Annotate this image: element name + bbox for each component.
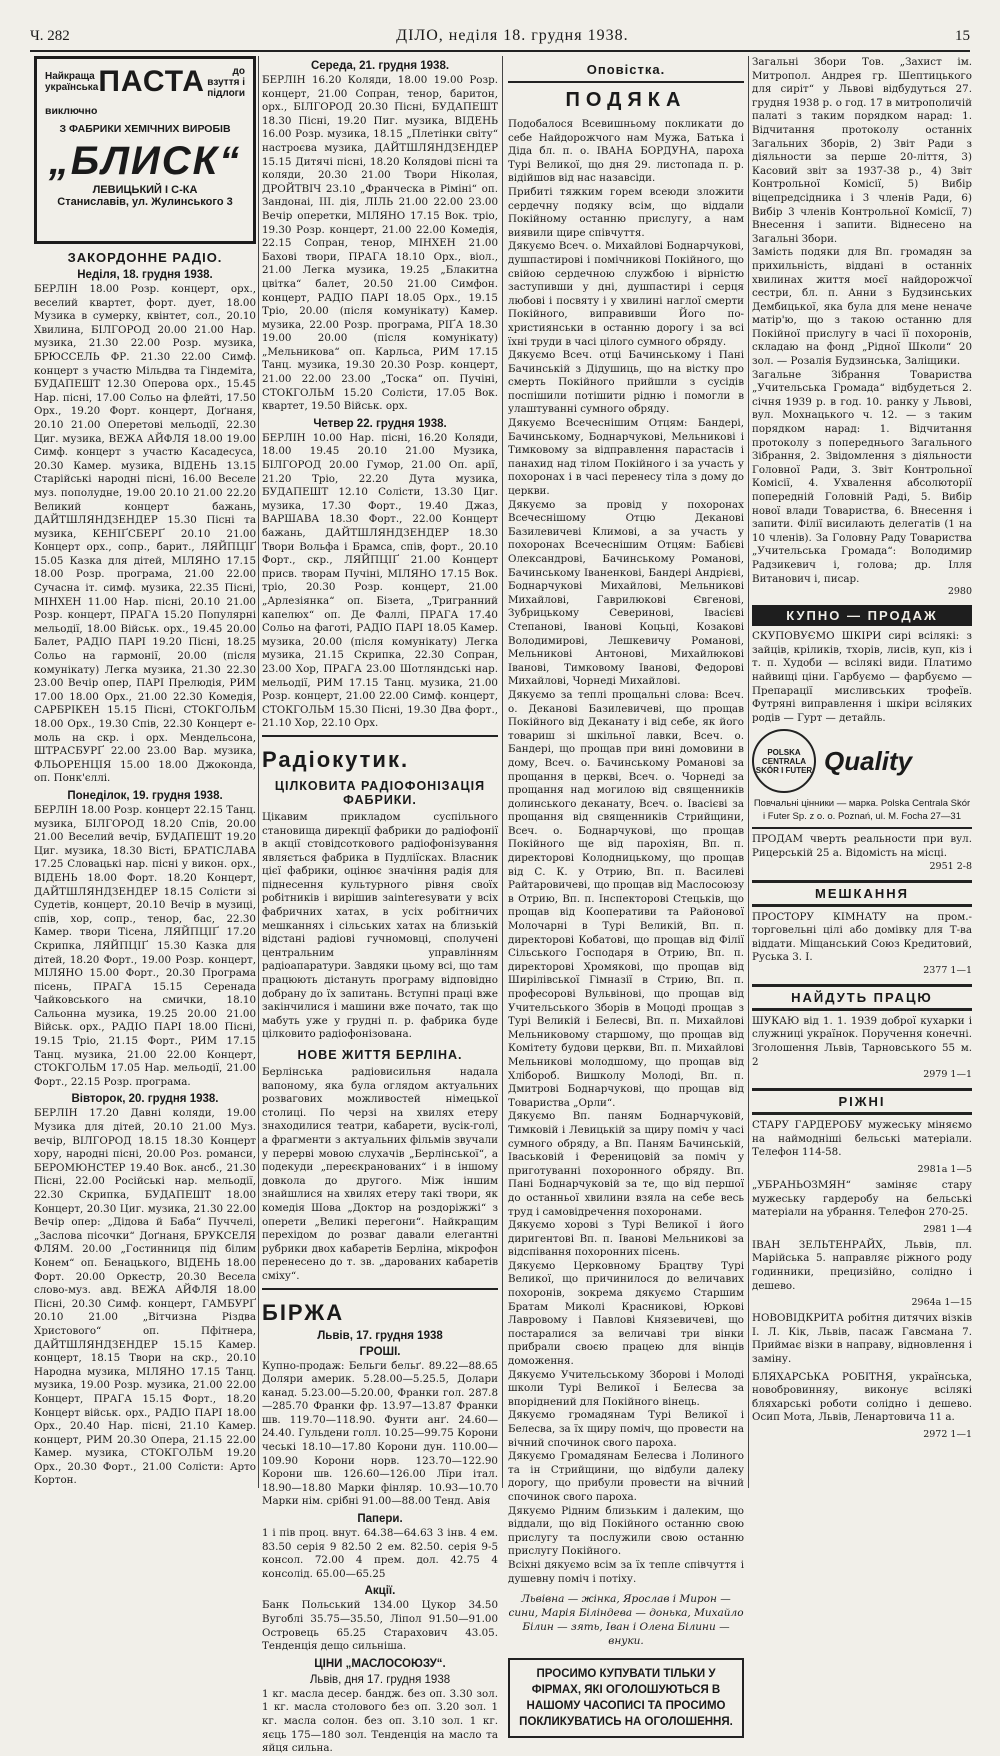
ad-address: Станиславів, ул. Жулинського 3 xyxy=(57,196,233,208)
ad-top-row xyxy=(45,65,245,99)
radiokutyk-title: Радіокутик. xyxy=(262,746,410,772)
divider xyxy=(262,735,498,737)
ad-ref: 2951 2-8 xyxy=(929,860,972,872)
ad-text: ІВАН ЗЕЛЬТЕНРАЙХ, Львів, пл. Марійська 5. направляє ріжного роду годинники, прецизійно, солідно і дешево. xyxy=(752,1238,972,1292)
podyaka-text: Прибиті тяжким горем всеюди зложити сердечну подяку всім, що віддали Покійному останню прислугу, а нам виявили щире співчуття. xyxy=(508,185,744,239)
maslosoyuz-text: 1 кг. масла десер. бандж. без оп. 3.30 зол. 1 кг. масла столового без оп. 3.20 зол. 1 кг. масла солон. без оп. 3.10 зол. 1 кг. яєць 175—180 зол. Тенденція на масло та яйця сильна. xyxy=(262,1687,498,1755)
ad-ref: 2981а 1—5 xyxy=(917,1164,972,1176)
article-text: Берлінська радіовисильня надала вапоному, яка була оглядом актуальних розвагових можливостей німецької столиці. По черзі на хвилях етеру знаходилися театри, кабарети, вусік-голі, а фрагменти з актуальних фільмів звучали у перерві мовою слухачів „Берлінської“, а подекуди „переєкранованих“ і в іншому довкола до другого. Між іншим знайшлися на хвилях етеру такі твори, як комедія Шова „Доктор на роздоріжжі“ з оперети „Великі перегони“. Найкращим перехідом до розваг давали елегантні рубрики двох кабаретів Берліна, мікрофон перенесено до т. зв. „дарованих кабаретів сміху“. xyxy=(262,1066,498,1282)
column-rule xyxy=(748,56,749,1488)
meshkannya-banner: МЕШКАННЯ xyxy=(752,880,972,907)
notice-text: Загальне Зібрання Товариства „Учительська Громада“ відбудеться 2. січня 1939 р. в год. 10. ранку у Львові, вул. Мохнацького ч. 12. — з таким порядком нарад: 1. Відчитання протоколу з попереднього Загального Зібрання, 2. Звідомлення з діяльности Головної Ради, 3. Звіт Контрольної Комісії, 4. Ухвалення абсолюторії попередній Головній Раді, 5. Вибір нової влади Товариства, 6. Внесення і запити. Філії висилають делегатів (1 на 10 членів). За Головну Раду Товариства „Учительська Громада“: Володимир Радзикевич і, голова; др. Ілля Витанович і, писар. xyxy=(752,368,972,585)
ad-ref: 2377 1—1 xyxy=(923,964,972,976)
podyaka-text: Дякуємо Церковному Брацтву Турі Великої, що причинилося до величавих похоронів, зокрема дякуємо Старшим Братам Миколі Красникові, Юркові Лавровому і Павлові Князевичеві, що постаралися за величаві три вінки прибрали своєю працею для вінців доможення. xyxy=(508,1259,744,1368)
podyaka-title: ПОДЯКА xyxy=(565,89,687,111)
podyaka-text: Всіхні дякуємо всім за їх тепле співчуття і душевну поміч і потіху. xyxy=(508,1558,744,1585)
podyaka-text: Подобалося Всевишньому покликати до себе Найдорожчого нам Мужа, Батька і Діда бл. п. о. ІВАНА БОРДУНА, пароха Турі Великої, що дня 29. листопада п. р. відійшов від нас назавсіди. xyxy=(508,118,744,185)
birzha-groshi-text: Купно-продаж: Бельги бельґ. 89.22—88.65 Доляри америк. 5.28.00—5.25.5, Долари канад. 5.23.00—5.20.00, Франки гол. 287.8—285.70 Франки фр. 13.97—13.87 Франки шв. 119.70—118.90. Фунти анґ. 24.60—24.40. Гульдени голл. 10.25—99.75 Корони чеські 18.10—17.80 Корони дун. 110.00—109.90 Корони норв. 123.70—122.90 Корони шв. 126.60—126.00 Лїри італ. 18.90—18.80 Марки фінляр. 10.93—10.70 Марки нім. срібні 91.00—88.00 Тенд. Авія xyxy=(262,1359,498,1508)
ad-top-left: Найкраща українська xyxy=(45,71,99,93)
column-rule xyxy=(502,56,503,1488)
birzha-title: БІРЖА xyxy=(262,1299,345,1325)
ad-ref: 2964а 1—15 xyxy=(911,1297,972,1309)
column-3 xyxy=(508,56,744,1729)
ad-text: ПРОСТОРУ КІМНАТУ на пром.-торговельні цілі або домівку для Т-ва віддати. Міщанський Союз Кредитовий, Руська 3. І. xyxy=(752,910,972,964)
rizhni-banner: РІЖНІ xyxy=(752,1088,972,1115)
ad-text: ШУКАЮ від 1. 1. 1939 доброї кухарки і служниці українок. Поручення конечні. Зголошення Львів, Тарновського 55 м. 2 xyxy=(752,1014,972,1068)
quality-word: Quality xyxy=(824,745,913,776)
ad-text: БЛЯХАРСЬКА РОБІТНЯ, українська, новобровинняу, виконує всілякі бляхарські роботи солідно і дешево. Осип Мота, Львів, Ленартовича 11 а. xyxy=(752,1370,972,1424)
radio-day-text: БЕРЛІН 16.20 Коляди, 18.00 19.00 Розр. концерт, 21.00 Сопран, тенор, баритон, орх., БІЛГОРОД 20.30 Пісні, БУДАПЕШТ 18.30 Пісні, 19.20 Пиг. музика, ВІДЕНЬ 16.00 Розр. музика, 18.15 „Плетінки світу“ настроєва музика, ДАЙТШЛЯНДЗЕНДЕР 15.15 Дитячі пісні, 18.20 Колядові пісні та коляди, 20.30 21.00 Твори Ніколая, ДРОЙТВІЧ 23.10 „Франческа в Ріміні“ оп. Зандонаі, ІІІ. дія, ЛІЛЬ 21.00 22.00 23.00 Вечір оперетки, МІЛЯНО 17.15 Вок. тріо, 19.30 Розр. концерт, 21.00 22.00 Комедія, 22.15 Сопран, тенор, МІНХЕН 21.00 Бахові твори, ПРАГА 18.10 Орх., віол., 21.00 Легка музика, 19.25 „Блакитна цвітка“ балет, 20.50 21.00 Симфон. концерт, РАДІО ПАРІ 18.05 Орх., 19.15 Тріо, 20.00 (після комунікату) Камер. музика, 22.00 Розр. програма, РІҐА 18.30 19.00 20.00 (після комунікату) „Мельникова“ оп. Карльса, РИМ 17.15 Танц. музика, 19.30 20.30 Розр. концерт, 21.00 22.00 23.00 „Тоска“ оп. Пучіні, СТОКГОЛЬМ 15.20 Солісти, 17.05 Вок. квартет, 19.50 Військ. орх. xyxy=(262,74,498,413)
radio-day-text: БЕРЛІН 17.20 Давні коляди, 19.00 Музика для дітей, 20.10 21.00 Муз. вечір, ВІЛГОРОД 18.15 18.30 Концерт хору, народні пісні, 20.00 Роз. романси, БЕРОМЮНСТЕР 19.40 Вок. ансб., 21.30 Пісні, 22.00 Російські нар. мельодії, 22.30 Скрипка, БУДАПЕШТ 18.00 Концерт, 20.30 Циг. музика, 21.30 22.00 Вечір опер: „Дідова й Баба“ Пуччелі, „Заслова пісочки“ Доґнаня, БРУКСЕЛЯ ФЛЯМ. 20.00 „Гостинниця під білим Конем“ оп. Бенацького, ВІДЕНЬ 18.00 Форт. 20.00 Оркестр, 20.30 Весела слово-муз. авд. ВЕЖА АЙФЛЯ 18.00 Пісні, 20.30 Симф. концерт, ГАМБУРҐ 20.10 21.00 „Вітчизна Різдва Христового“ оп. Пфітнера, ДАЙТШЛЯНДЗЕНДЕР 15.15 Камер. концерт, 18.15 Твори на скр., 20.10 Народна музика, МІЛЯНО 17.15 Танц. музика, 19.00 Розр. музика, 21.00 22.00 Концерт, ПРАГА 15.15 Форт., 18.20 Концерт військ. орх., РАДІО ПАРІ 18.00 Орх., 20.40 Нар. пісні, 21.10 Камер. концерт, РИМ 20.30 Опера, 21.15 22.00 Камер. музика, СТОКГОЛЬМ 19.20 Орх., 20.30 Форт., 21.00 Солісти: Арто Кортон. xyxy=(34,1107,256,1487)
podyaka-text: Дякуємо Всечеснішим Отцям: Бандері, Бачинському, Боднарчукові, Мельникові і Тимковому за відправлення парастасів і панахид над тілом Покійного і за участь у похоронах і в часі перенесу тіла з дому до церкви. xyxy=(508,417,744,498)
pratsya-banner: НАЙДУТЬ ПРАЦЮ xyxy=(752,984,972,1011)
divider xyxy=(262,1288,498,1290)
ad-text: „УБРАНЬОЗМЯН“ заміняє стару мужеську гардеробу на бельські матеріали на убрання. Телефон 270-25. xyxy=(752,1179,972,1219)
ad-text: ПРОДАМ чверть реальности при вул. Рицерській 25 а. Відомість на місці. xyxy=(752,833,972,859)
podyaka-text: Дякуємо хорові з Турі Великої і його диригентові Вп. п. Іванові Мельникові за відспівання похоронних пісень. xyxy=(508,1219,744,1259)
birzha-date: Львів, 17. грудня 1938 xyxy=(317,1329,443,1342)
radio-day-head: Понеділок, 19. грудня 1938. xyxy=(67,789,223,802)
radio-day-head: Неділя, 18. грудня 1938. xyxy=(77,269,213,281)
advertising-appeal: ПРОСИМО КУПУВАТИ ТІЛЬКИ У ФІРМАХ, ЯКІ ОГОЛОШУЮТЬСЯ В НАШОМУ ЧАСОПИСІ ТА ПРОСИМО ПОКЛИКУВАТИСЬ НА ОГОЛОШЕННЯ. xyxy=(508,1658,744,1738)
issue-number: Ч. 282 xyxy=(30,27,70,44)
quality-logo xyxy=(752,729,972,793)
kupno-banner: КУПНО — ПРОДАЖ xyxy=(752,605,972,626)
ad-ref: 2972 1—1 xyxy=(923,1428,972,1440)
podyaka-text: Дякуємо Рідним близьким і далеким, що віддали, що від Покійного останню свою прислугу та послужили свою останню прислугу Покійного. xyxy=(508,1504,744,1558)
ad-top-right: до взуття і підлоги xyxy=(207,65,245,99)
birzha-aktsii: Акції. xyxy=(364,1585,396,1598)
radio-day-head: Вівторок, 20. грудня 1938. xyxy=(71,1093,219,1106)
masthead xyxy=(30,22,970,52)
radio-day-head: Четвер 22. грудня 1938. xyxy=(313,417,447,430)
article-headline: НОВЕ ЖИТТЯ БЕРЛІНА. xyxy=(297,1048,463,1062)
ad-ref: 2980 xyxy=(947,586,972,598)
radio-day-text: БЕРЛІН 18.00 Розр. концерт 22.15 Танц. музика, БІЛГОРОД 18.20 Спів, 20.00 21.00 Веселий вечір, БУДАПЕШТ 19.20 Циг. музика, 18.30 Вісті, БРАТІСЛАВА 17.25 Словацькі нар. пісні у викон. орх., ВІДЕНЬ 18.00 Форт. 18.20 Концерт, ДАЙТШЛЯНДЗЕНДЕР 18.15 Солісти зі Судетів, концерт, 20.10 Вечір в музиці, спів, хор, сопр., тенор, бас, 22.30 Камер. твори Тісена, ЛЯЙПЦІҐ 17.20 Скрипка, ЛЯЙПЦІҐ 15.30 Казка для дітей, 18.20 Форт., 19.00 Розр. концерт, МІЛЯНО 15.00 Форт., 20.30 Програма пісень, ПРАГА 15.15 Серенада Чайковського на смички, 18.10 Сальонна музика, 19.25 20.00 21.00 Військ. орх., РАДІО ПАРІ 18.00 Пісні, 19.15 Тріо, 21.15 Форт., РИМ 17.15 Танц. музика, 21.00 22.00 Концерт, СТОКГОЛЬМ 17.05 Нар. мельодії, 21.00 Форт., 22.15 Розр. програма. xyxy=(34,803,256,1088)
ad-pasta: ПАСТА xyxy=(98,65,205,98)
podyaka-text: Дякуємо Всеч. отці Бачинському і Пані Бачинській з Дідушиць, що на вістку про смерть Покійного прийшли з сусідів поспішили потішити рідню і помогли в улаштуванні сумного обряду. xyxy=(508,349,744,416)
notice-text: Загальні Збори Тов. „Захист ім. Митропол. Андрея гр. Шептицького для сиріт“ у Львові відбудуться 27. грудня 1938 р. о год. 17 в митрополичій палаті з таким порядком нарад: 1. Відчитання протоколу останніх Загальних Зборів, 2) Звіт Ради з діяльности за перше 20-ліття, 3) Касовий звіт за 1937-38 р., 4) Звіт Контрольної Комісії, 5) Вибір віцепредсідника і 3 членів Ради, 6) Вибір 3 членів Контрольної Комісії, 7) Внесення і запити. Віднесено на Загальні Збори. xyxy=(752,56,972,245)
ad-ref: 2979 1—1 xyxy=(923,1069,972,1081)
podyaka-text: Дякуємо за теплі прощальні слова: Всеч. о. Деканові Базилевичеві, що прощав Покійного від Деканату і від себе, як його товариш зі шкільної лавки, Всеч. о. Бандері, що прощав при вині домовини в дому, Всеч. о. Бачинському Романові за прощання в церкві, Всеч. о. Чорнеді за прощання над могилою від священників долинського деканату, Всеч. о. Івасієві за прощання від священників Стрийщини, Всеч. о. Боднарчукові, що прощав Покійного ще від парохіян, Вп. п. директорові Колодницькому, що прощав від С. К. у Отрию, Вп. п. Василеві Райтаровичеві, що прощав від Маслосоюзу в Отрию, Вп. п. Інспекторові Стецьків, що прощав від Кооперативи та Районової Молочарні в Турі Великій, Вп. п. директорові Кобатові, що прощав від Філії Сільського Господаря в Отрию, Вп. п. директорові Хромякові, що прощав від Ширілівської Гімназії в Стрию, Вп. п. професорові Вульвінові, що прощав від Учительського Зборів в Моцоді прощав з Турі Великій і Белесві, Вп. п. Михайлові Мельниковому старшому, що прощав від Комітету будови церкви, Вп. п. Михайлові Мельникові молодшому, що прощав від Хлібороб. Вишколу Молоді, Вп. п. Дмитрові Боднарчукові, що прощав від Товариства „Орли“. xyxy=(508,688,744,1109)
column-1 xyxy=(34,56,256,1488)
podyaka-text: Дякуємо Учительському Зборові і Молоді школи Турі Великої і Белесва за впоріднений для Покійного вінець. xyxy=(508,1368,744,1408)
paper-title-date: ДІЛО, неділя 18. грудня 1938. xyxy=(396,27,629,44)
birzha-groshi: ГРОШІ. xyxy=(359,1345,401,1358)
podyaka-text: Дякуємо громадянам Турі Великої і Белесва, за їх щиру поміч, що провести на вічний спочинок свого пароха. xyxy=(508,1409,744,1449)
ad-owner: ЛЕВИЦЬКИЙ І С-КА xyxy=(92,184,198,196)
ad-text: Повчальні цінники — марка. Polska Centrala Skór i Futer Sp. z o. o. Poznań, ul. M. Focha 27—31 xyxy=(753,798,971,823)
birzha-aktsii-text: Банк Польський 134.00 Цукор 34.50 Вугоблі 35.75—35.50, Ліпол 91.50—91.00 Островець 65.25 Старахович 43.05. Тенденція дещо сильніша. xyxy=(262,1599,498,1653)
birzha-papery: Папери. xyxy=(357,1513,403,1526)
birzha-papery-text: 1 і пів проц. внут. 64.38—64.63 3 інв. 4 ем. 83.50 серія 9 82.50 2 ем. 82.50. серія 9-5 консол. 72.00 4 прем. дол. 42.75 4 консолід. 65.00—65.25 xyxy=(262,1527,498,1580)
maslosoyuz-date: Львів, дня 17. грудня 1938 xyxy=(309,1673,451,1686)
radio-title: ЗАКОРДОННЕ РАДІО. xyxy=(67,250,223,265)
page-number: 15 xyxy=(955,27,970,44)
podyaka-signature: Львівна — жінка, Ярослав і Мирон — сини, Марія Біліндева — донька, Михайло Білин — зять, Іван і Олена Білини — внуки. xyxy=(508,1593,744,1648)
column-2 xyxy=(262,56,499,1755)
notice-text: Замість подяки для Вп. громадян за прихильність, віддані в останніх хвилинах життя моєї найдорожчої сестри, бл. п. Анни з Будзинських Дембицької, яка була для мене неначе матір'ю, що з такою останню для Покійної прислугу в часі її похоронів, складаю на фонд „Рідної Школи“ 20 зол. — Розалія Будзинська, Заліщики. xyxy=(752,246,972,368)
opovistka-title: Оповістка. xyxy=(586,62,666,77)
article-headline: ЦІЛКОВИТА РАДІОФОНІЗАЦІЯ ФАБРИКИ. xyxy=(274,778,486,807)
ad-text: НОВОВІДКРИТА робітня дитячих візків І. Л. Кік, Львів, пасаж Гавсмана 7. Приймає візки в направу, відновлення і заміну. xyxy=(752,1312,972,1365)
pasta-advert xyxy=(34,56,256,244)
ad-only: виключно xyxy=(45,105,98,117)
radio-day-head: Середа, 21. грудня 1938. xyxy=(310,60,450,72)
podyaka-text: Дякуємо за провід у похоронах Всечеснішому Отцю Деканові Базилевичеві Климові, а за участь у похоронах Всечеснішим Отцям: Бабієві Олександрові, Бачинському Романові, Бачинському Іваненкові, Бандері Андрієві, Боднарчукові Михайлові, Мельникові Михайлові, Гаврилюкові Євгенові, Зубрицькому Северинові, Івасієві Степанові, Іванові Коцьці, Козакові Володимирові, Лешкевичу Романові, Мельникові Антонові, Михайлюкові Іванові, Тимковому Іванові, Федорові Михайлові, Чорнеді Михайлові. xyxy=(508,498,744,688)
ad-text: СКУПОВУЄМО ШКІРИ сирі всілякі: з зайців, кріликів, тхорів, лисів, куп, кіз і т. п. Худоби — всілякі види. Платимо найвищі ціни. Гарбуємо — фарбуємо — Препарації мисливських трофеїв. Футряні виправлення і шкіри всіляких родів — Гурт — детайль. xyxy=(752,630,972,724)
seal-icon: POLSKA CENTRALA SKÓR I FUTER xyxy=(752,729,816,793)
column-rule xyxy=(258,56,259,1488)
divider xyxy=(508,81,744,83)
divider xyxy=(752,827,972,829)
ad-brand: „БЛИСК“ xyxy=(48,139,242,183)
radio-day-text: БЕРЛІН 18.00 Розр. концерт, орх., веселий квартет, форт. дует, 18.00 Музика в сумерку, квінтет, сол., 20.10 Хвилина, БІЛГОРОД 20.00 21.00 Нар. музика, 21.30 22.00 Розр. музика, БРЮССЕЛЬ ФР. 21.30 22.00 Симф. концерт з участю Мільдва та Гіндеміта, БУДАПЕШТ 12.30 Оперова орх., 15.45 Нар. пісні, 17.00 Сольо на флейті, 17.50 Орх., 19.20 Форт. концерт, Доґнаня, 20.10 21.00 Оперетові мельодії, 22.30 Циг. музика, ВЕЖА АЙФЛЯ 18.00 19.00 Симф. концерт з участю Касадесуса, 20.30 Камер. музика, ВІДЕНЬ 13.15 Старійські народні пісні, 16.00 Веселе муз. пополудне, 19.00 20.10 21.00 22.20 Великий концерт бажань, ДАЙТШЛЯНДЗЕНДЕР 15.30 Пісні та музика, КЕНІҐСБЕРҐ 20.10 21.00 Концерт орх., сопр., барит., ЛЯЙПЦІҐ 15.05 Казка для дітей, МІЛЯНО 17.15 18.00 Розр. програма, 21.00 22.00 Сучасна іт. симф. музика, 22.35 Пісні, МІНХЕН 11.00 Нар. пісні, 20.10 21.00 Розр. концерт, ПРАГА 15.20 Популярні мельодії, 18.00 Військ. орх., 19.45 20.00 Балет, РАДІО ПАРІ 19.20 Пісні, 18.25 Сольо на гармонії, 20.00 (після комунікату) Легка музика, 21.30 22.30 23.00 Вечір опер, ПАРІ Прелюдія, РИМ 17.00 18.00 Орх., 21.00 22.30 Комедія, САРБРІКЕН 15.15 Пісні, СТОКГОЛЬМ 18.00 Орх., 19.30 Спів, 22.30 Концерт е-моль на скр. і орх. Мендельсона, ШТРАСБУРҐ 22.00 23.00 Вар. музика, ФЛЬОРЕНЦІЯ 15.00 18.00 Джоконда, оп. Понк'єллі. xyxy=(34,283,256,785)
radio-day-text: БЕРЛІН 10.00 Нар. пісні, 16.20 Коляди, 18.00 19.45 20.10 21.00 Музика, БІЛГОРОД 20.00 Гумор, 21.00 Оп. арії, 21.20 Тріо, 22.20 Дута музика, БУДАПЕШТ 12.10 Солісти, 13.30 Циг. музика, 17.30 Форт., 19.40 Джаз, ВАРШАВА 18.30 Форт., 22.00 Концерт бажань, ДАЙТШЛЯНДЗЕНДЕР 18.30 Твори Вольфа і Брамса, спів, форт., 20.10 Форт., скр., ЛЯЙПЦІҐ 21.00 Концерт присв. творам Пучіні, МІЛЯНО 17.15 Вок. тріо, 20.30 Розр. концерт, 21.00 „Арлезіянка“ оп. Бізета, „Тригранний капелюх“ оп. Де Фаллі, ПРАГА 17.40 Сольо на фаготі, РАДІО ПАРІ 18.05 Камер. музика, 20.00 (після комунікату) Легка музика, 21.15 Скрипка, 22.30 Сопран, 23.00 Хор, ПРАГА 23.00 Шотляндські нар. мельодії, РИМ 17.15 Танц. музика, 21.00 Розр. концерт, 21.00 22.00 Симф. концерт, СТОКГОЛЬМ 15.30 Пісні, 19.30 Два форт., 21.10 Хор, 22.10 Орх. xyxy=(262,431,498,730)
column-4 xyxy=(752,56,972,1488)
ad-from: З ФАБРИКИ ХЕМІЧНИХ ВИРОБІВ xyxy=(59,123,231,135)
podyaka-text: Дякуємо Всеч. о. Михайлові Боднарчукові, душпастирові і помічникові Покійного, що свійою сердечною службою і вірністю заступивши у дні, душпастирі і серця любові і посвяту і у хвилині наглої смерти Покійного, виправивши Його по-християнськи в останню дорогу і за всі їхні труди в часі цілого сумного обряду. xyxy=(508,240,744,348)
ad-ref: 2981 1—4 xyxy=(923,1223,972,1235)
ad-text: СТАРУ ГАРДЕРОБУ мужеську міняємо на наймодніші бельські матеріали. Телефон 114-58. xyxy=(752,1119,972,1159)
podyaka-text: Дякуємо Вп. паням Боднарчуковій, Тимковій і Левицькій за щиру поміч у часі сумного обряду, а Вп. Паням Бачинській, Іваськовій і Ференицовій за поміч у приготуванні похоронного обряду. Вп. Пані Боднарчуковій за те, що від першої до останньої хвилини взяла на себе весь труд і самовідречення похоронами. xyxy=(508,1110,744,1218)
podyaka-text: Дякуємо Громадянам Белесва і Лолиного та ін Стрийщини, що відбули далеку дорогу, що прибули провести на вічний спочинок свого пароха. xyxy=(508,1450,744,1503)
article-text: Цікавим прикладом суспільного становища дирекції фабрики до радіофонії в акції стовідсоткового радіофонізування являється фабрика в Пудліїсках. Власник цієї фабрики, оцінює значіння радія для піднесення культурного рівня своїх робітників і вирішив зainteresувати у всіх фабричних хатах, в усіх робітничих мешканнях і сільських хатах на близькій відстані радіові гучномовці, сполучені центральним управлінням радіоапаратури. Завдяки цьому всі, що там працюють дістануть програму відповідно добрану до їх запитань. Вступні праці вже закінчилися і машини вже почато, так що мабуть уже у грудні п. р. фабрика буде цілковито радіофонізована. xyxy=(262,810,499,1041)
maslosoyuz-title: ЦІНИ „МАСЛОСОЮЗУ“. xyxy=(314,1657,446,1670)
